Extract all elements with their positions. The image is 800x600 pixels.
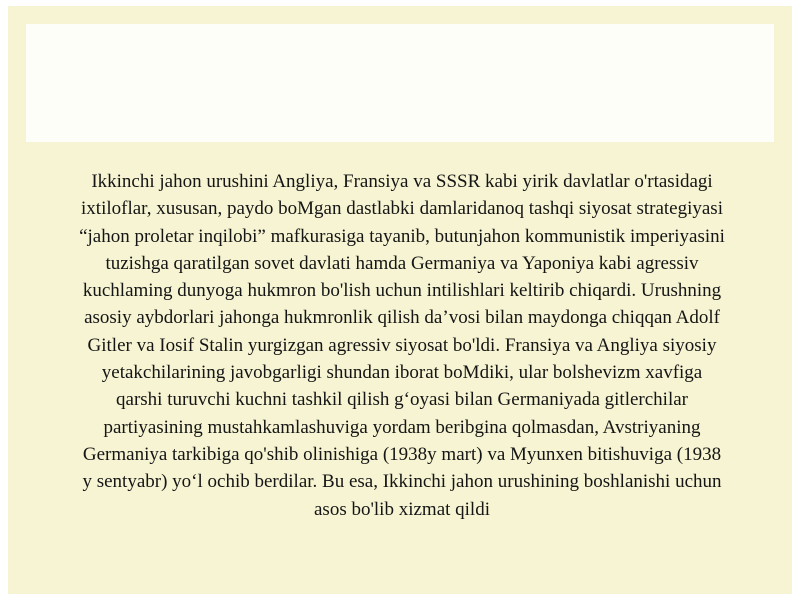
slide bbox=[8, 6, 792, 594]
title-placeholder bbox=[26, 24, 774, 142]
body-text: Ikkinchi jahon urushini Angliya, Fransiya va SSSR kabi yirik davlatlar o'rtasidagi ixtiloflar, xususan, paydo boMgan dastlabki damlaridanoq tashqi siyosat strategiyasi “jahon proletar inqilobi” mafkurasiga tayanib, butunjahon kommunistik imperiyasini tuzishga qaratilgan sovet davlati hamda Germaniya va Yaponiya kabi agressiv kuchlaming dunyoga hukmron bo'lish uchun intilishlari keltirib chiqardi. Urushning asosiy aybdorlari jahonga hukmronlik qilish da’vosi bilan maydonga chiqqan Adolf Gitler va Iosif Stalin yurgizgan agressiv siyosat bo'ldi. Fransiya va Angliya siyosiy yetakchilarining javobgarligi shundan iborat boMdiki, ular bolshevizm xavfiga qarshi turuvchi kuchni tashkil qilish g‘oyasi bilan Germaniyada gitlerchilar partiyasining mustahkamlashuviga yordam beribgina qolmasdan, Avstriyaning Germaniya tarkibiga qo'shib olinishiga (1938y mart) va Myunxen bitishuviga (1938 y sentyabr) yo‘l ochib berdilar. Bu esa, Ikkinchi jahon urushining boshlanishi uchun asos bo'lib xizmat qildi bbox=[79, 171, 725, 520]
